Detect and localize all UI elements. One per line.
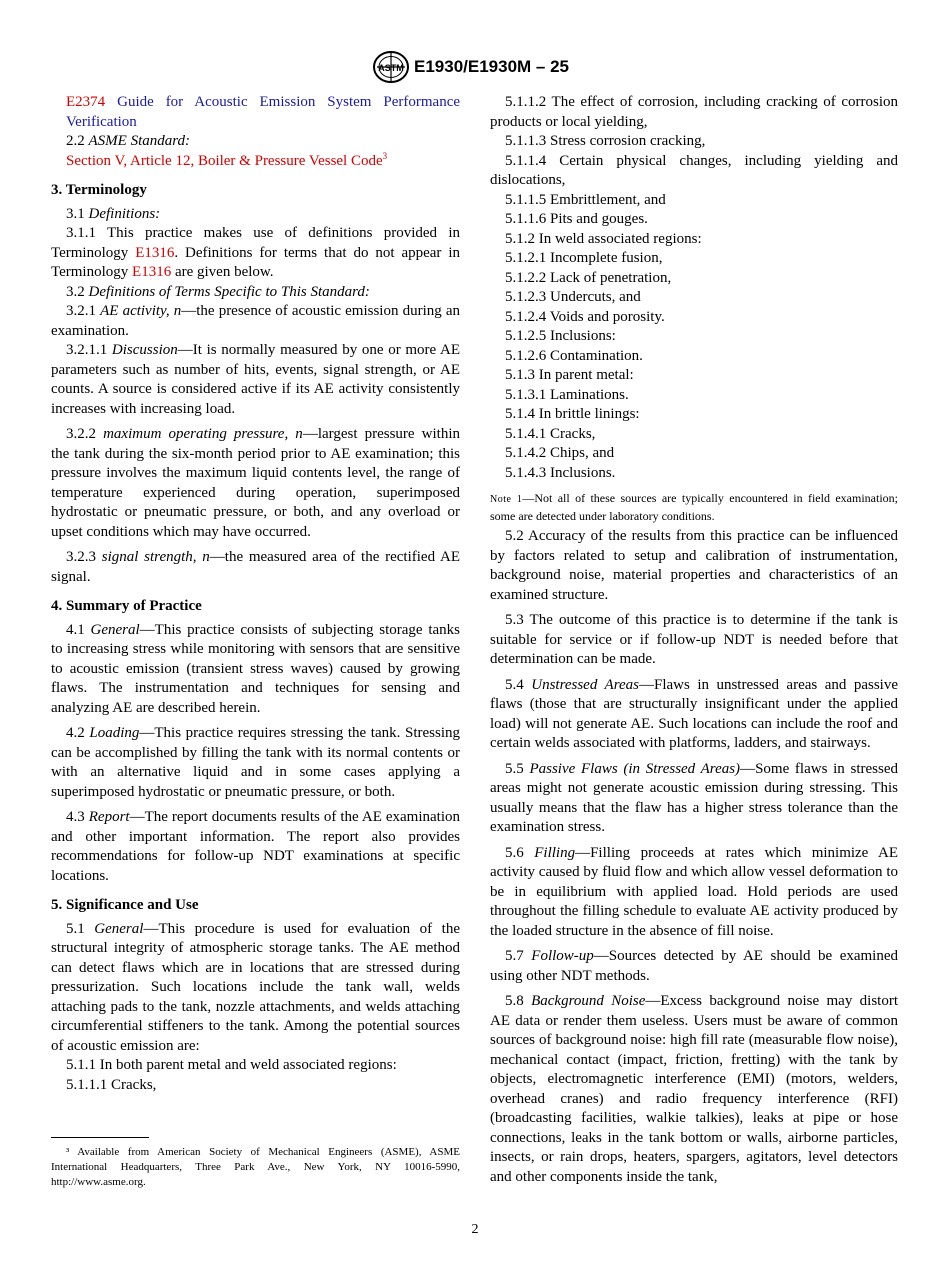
- footnote-marker[interactable]: 3: [382, 150, 388, 161]
- list-item: 5.1.4.3 Inclusions.: [505, 464, 616, 481]
- list-item: 5.1.1.5 Embrittlement, and: [505, 191, 666, 208]
- list-item: 5.1.1.6 Pits and gouges.: [505, 211, 648, 227]
- section-heading-summary: 4. Summary of Practice: [51, 598, 202, 614]
- section-5-6: 5.6 Filling—Filling proceeds at rates which minimize AE activity caused by fluid flow and which allow vessel deformation to be in equilibrium with applied load. Hold periods are used throughout the filling schedule to evaluate AE activity produced by the loaded structure in the absence of fill noise.: [490, 844, 899, 939]
- section-4-3: 4.3 Report—The report documents results of the AE examination and other important information. The report also provides recommendations for follow-up NDT examinations at specific locations.: [51, 809, 460, 884]
- section-5-7: 5.7 Follow-up—Sources detected by AE should be examined using other NDT methods.: [490, 948, 898, 984]
- list-item: 5.1.1.4 Certain physical changes, including yielding and dislocations,: [490, 152, 898, 188]
- list-item: 5.1.4.2 Chips, and: [505, 445, 615, 461]
- source-list: [490, 93, 898, 483]
- page-header: [0, 50, 950, 88]
- list-item: 5.1.3.1 Laminations.: [505, 386, 629, 403]
- link-e1316[interactable]: E1316: [135, 244, 175, 261]
- list-item: 5.1.2.5 Inclusions:: [505, 328, 616, 344]
- section-5-5: 5.5 Passive Flaws (in Stressed Areas)—Some flaws in stressed areas might not generate acoustic emission during stressing. This usually means that the flaw has a higher stress tolerance than the examination stress.: [490, 760, 898, 835]
- section-3-1: 3.1 Definitions:: [66, 205, 161, 222]
- right-column: [490, 93, 898, 1187]
- section-heading-terminology: 3. Terminology: [51, 182, 147, 198]
- section-5-1-1: 5.1.1 In both parent metal and weld associated regions:: [66, 1057, 397, 1073]
- list-item: 5.1.4.1 Cracks,: [505, 425, 596, 442]
- reference-id[interactable]: E2374: [66, 94, 106, 110]
- note-1: Note 1—Not all of these sources are typically encountered in field examination; some are detected under laboratory conditions.: [490, 491, 898, 523]
- list-item: 5.1.2.3 Undercuts, and: [505, 289, 641, 305]
- astm-logo-icon: [372, 50, 410, 84]
- section-5-8: 5.8 Background Noise—Excess background noise may distort AE data or render them useless. Users must be aware of common sources of background noise: high fill rate (measurable flow noise), mechanical contact (impact, friction, fretting) with the tank by objects, electromagnetic interference (EMI) (motors, welders, overhead cranes) and radio frequency interference (RFI) (broadcasting facilities, walkie talkies), leaks at pipe or hose connections, leaks in the tank bottom or walls, airborne particles, insects, or rain drops, heaters, spargers, agitators, level detectors and other components inside the tank,: [490, 993, 898, 1185]
- list-item: 5.1.4 In brittle linings:: [505, 406, 640, 422]
- page-number: 2: [471, 1222, 479, 1237]
- section-3-2-1-1: 3.2.1.1 Discussion—It is normally measured by one or more AE parameters such as number of hits, events, signal strength, or AE counts. A source is considered active if its AE activity consistently increases with increasing load.: [51, 342, 461, 417]
- svg-text:ASTM: ASTM: [378, 63, 404, 73]
- section-heading-significance: 5. Significance and Use: [51, 897, 199, 913]
- document-designation: E1930/E1930M – 25: [414, 57, 570, 76]
- reference-asme-code[interactable]: Section V, Article 12, Boiler & Pressure Vessel Code$^3$: [66, 150, 388, 169]
- section-3-2-3: 3.2.3 signal strength, n—the measured area of the rectified AE signal.: [51, 549, 460, 585]
- section-4-2: 4.2 Loading—This practice requires stressing the tank. Stressing can be accomplished by filling the tank with its normal contents or with an alternative liquid and in some cases applying a superimposed hydrostatic or pneumatic pressure, or both.: [51, 725, 460, 800]
- section-5-3: 5.3 The outcome of this practice is to determine if the tank is suitable for service or if follow-up NDT is needed before that determination can be made.: [490, 612, 898, 667]
- section-5-4: 5.4 Unstressed Areas—Flaws in unstressed areas and passive flaws (those that are structurally insignificant under the applied load) will not generate AE. Such locations can include the roof and certain welds associated with platforms, ladders, and stairways.: [490, 676, 899, 751]
- reference-title[interactable]: Guide for Acoustic Emission System Performance Verification: [66, 94, 461, 130]
- reference-e2374[interactable]: [51, 93, 460, 132]
- list-item: 5.1.3 In parent metal:: [505, 367, 634, 383]
- section-3-2: 3.2 Definitions of Terms Specific to This Standard:: [66, 283, 370, 300]
- section-3-1-1: 3.1.1 This practice makes use of definitions provided in Terminology E1316. Definitions for terms that do not appear in Terminology E1316 are given below.: [51, 225, 460, 280]
- list-item: 5.1.2.2 Lack of penetration,: [505, 269, 672, 286]
- list-item: 5.1.1.3 Stress corrosion cracking,: [505, 133, 706, 149]
- list-item: 5.1.1.2 The effect of corrosion, including cracking of corrosion products or local yielding,: [490, 94, 898, 130]
- section-3-2-2: 3.2.2 maximum operating pressure, n—largest pressure within the tank during the six-month period prior to AE examination; this pressure involves the maximum liquid contents level, the range of temperature experienced during operation, superimposed hydrostatic or pneumatic pressure, or both, and any overload or upset conditions which may have occurred.: [51, 426, 461, 540]
- section-5-1-1-1: 5.1.1.1 Cracks,: [66, 1076, 157, 1093]
- list-item: 5.1.2.4 Voids and porosity.: [505, 308, 665, 325]
- list-item: 5.1.2.1 Incomplete fusion,: [505, 250, 663, 266]
- section-5-2: 5.2 Accuracy of the results from this practice can be influenced by factors related to setup and calibration of instrumentation, background noise, material properties and characteristics of an examined structure.: [490, 528, 898, 603]
- list-item: 5.1.2 In weld associated regions:: [505, 230, 702, 247]
- section-3-2-1: 3.2.1 AE activity, n—the presence of acoustic emission during an examination.: [51, 303, 461, 339]
- section-4-1: 4.1 General—This practice consists of subjecting storage tanks to increasing stress while monitoring with sensors that are sensitive to acoustic emission (transient stress waves) caused by growing flaws. The instrumentation and techniques for sensing and analyzing AE are described herein.: [51, 621, 461, 716]
- footnote-3: ³ Available from American Society of Mechanical Engineers (ASME), ASME International Headquarters, Three Park Ave., New York, NY 10016-5990, http://www.asme.org.: [51, 1146, 460, 1188]
- footnote-rule: [51, 1137, 149, 1138]
- link-e1316[interactable]: E1316: [132, 264, 172, 280]
- section-2-2: 2.2 ASME Standard:: [66, 133, 191, 149]
- list-item: 5.1.2.6 Contamination.: [505, 347, 643, 364]
- section-5-1: 5.1 General—This procedure is used for evaluation of the structural integrity of atmospheric storage tanks. The AE method can detect flaws which are in locations that are stressed during pressurization. Such locations include the tank wall, welds attaching pads to the tank, nozzle attachments, and welds attaching circumferential stiffeners to the tank. Among the potential sources of acoustic emission are:: [51, 920, 461, 1054]
- left-column: [51, 93, 460, 1095]
